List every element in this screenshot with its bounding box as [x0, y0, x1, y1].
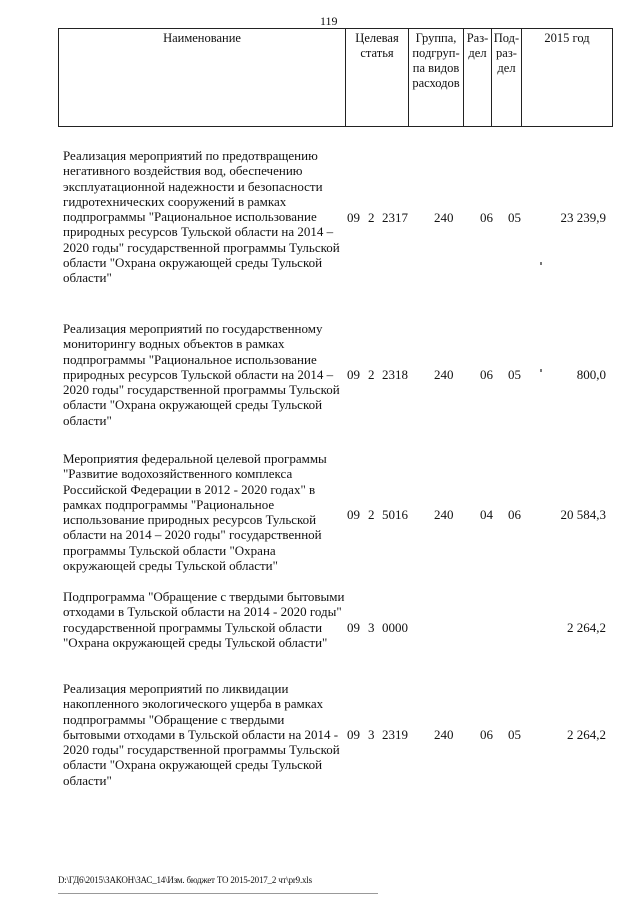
- table-header: [58, 28, 613, 127]
- section: 04: [480, 507, 493, 522]
- code-item: 2318: [382, 367, 408, 382]
- header-target-article-cell: [346, 29, 409, 127]
- header-expense-group: Группа, подгруп- па видов расходов: [412, 31, 460, 90]
- header-subsection: Под- раз- дел: [493, 31, 520, 75]
- expense-group: 240: [434, 367, 454, 382]
- page-number: 119: [320, 14, 338, 28]
- code-program: 09: [347, 727, 360, 742]
- subsection: 05: [508, 210, 521, 225]
- code-program: 09: [347, 620, 360, 635]
- scan-mark: [540, 369, 542, 372]
- code-subprogram: 2: [368, 507, 375, 522]
- amount-2015: 2 264,2: [567, 727, 606, 742]
- code-program: 09: [347, 507, 360, 522]
- header-section-cell: [464, 29, 492, 127]
- header-name-cell: [59, 29, 346, 127]
- subsection: 05: [508, 727, 521, 742]
- row-name: Подпрограмма "Обращение с твердыми бытовыми отходами в Тульской области на 2014 - 2020 годы" государственной программы Тульской области "Охрана окружающей среды Тульской области": [63, 589, 345, 650]
- header-target-article: Целевая статья: [355, 31, 399, 60]
- expense-group: 240: [434, 507, 454, 522]
- header-section: Раз- дел: [466, 31, 489, 60]
- expense-group: 240: [434, 210, 454, 225]
- section: 06: [480, 367, 493, 382]
- header-expense-group-cell: [409, 29, 464, 127]
- header-year: 2015 год: [544, 31, 590, 45]
- row-name: Реализация мероприятий по государственному мониторингу водных объектов в рамках подпрограммы "Рациональное использование природных ресурсов Тульской области на 2014 – 2020 годы" государственной программы Тульской области "Охрана окружающей среды Тульской области": [63, 321, 340, 428]
- row-name: Мероприятия федеральной целевой программы "Развитие водохозяйственного комплекса Российской Федерации в 2012 - 2020 годах" в рамках подпрограммы "Рациональное использование природных ресурсов Тульской области на 2014 – 2020 годы" государственной программы Тульской области "Охрана окружающей среды Тульской области": [63, 451, 327, 574]
- section: 06: [480, 727, 493, 742]
- code-item: 5016: [382, 507, 408, 522]
- section: 06: [480, 210, 493, 225]
- row-name: Реализация мероприятий по предотвращению негативного воздействия вод, обеспечению эксплуатационной надежности и безопасности гидротехнических сооружений в рамках подпрограммы "Рациональное использование природных ресурсов Тульской области на 2014 – 2020 годы" государственной программы Тульской области "Охрана окружающей среды Тульской области": [63, 148, 340, 286]
- footer-file-path: D:\ГД6\2015\ЗАКОН\ЗАС_14\Изм. бюджет ТО 2015-2017_2 чт\pr9.xls: [58, 875, 312, 885]
- code-subprogram: 3: [368, 727, 375, 742]
- code-item: 2317: [382, 210, 408, 225]
- code-subprogram: 2: [368, 367, 375, 382]
- header-name: Наименование: [163, 31, 241, 45]
- code-item: 0000: [382, 620, 408, 635]
- amount-2015: 20 584,3: [560, 507, 606, 522]
- code-program: 09: [347, 210, 360, 225]
- footer-divider: [58, 893, 378, 894]
- code-item: 2319: [382, 727, 408, 742]
- row-name: Реализация мероприятий по ликвидации накопленного экологического ущерба в рамках подпрограммы "Обращение с твердыми бытовыми отходами в Тульской области на 2014 - 2020 годы" государственной программы Тульской области "Охрана окружающей среды Тульской области": [63, 681, 340, 788]
- subsection: 05: [508, 367, 521, 382]
- header-subsection-cell: [492, 29, 522, 127]
- amount-2015: 800,0: [576, 367, 606, 382]
- amount-2015: 23 239,9: [560, 210, 606, 225]
- code-subprogram: 2: [368, 210, 375, 225]
- header-year-cell: [522, 29, 613, 127]
- code-subprogram: 3: [368, 620, 375, 635]
- subsection: 06: [508, 507, 521, 522]
- expense-group: 240: [434, 727, 454, 742]
- scan-mark: [540, 262, 542, 265]
- code-program: 09: [347, 367, 360, 382]
- amount-2015: 2 264,2: [567, 620, 606, 635]
